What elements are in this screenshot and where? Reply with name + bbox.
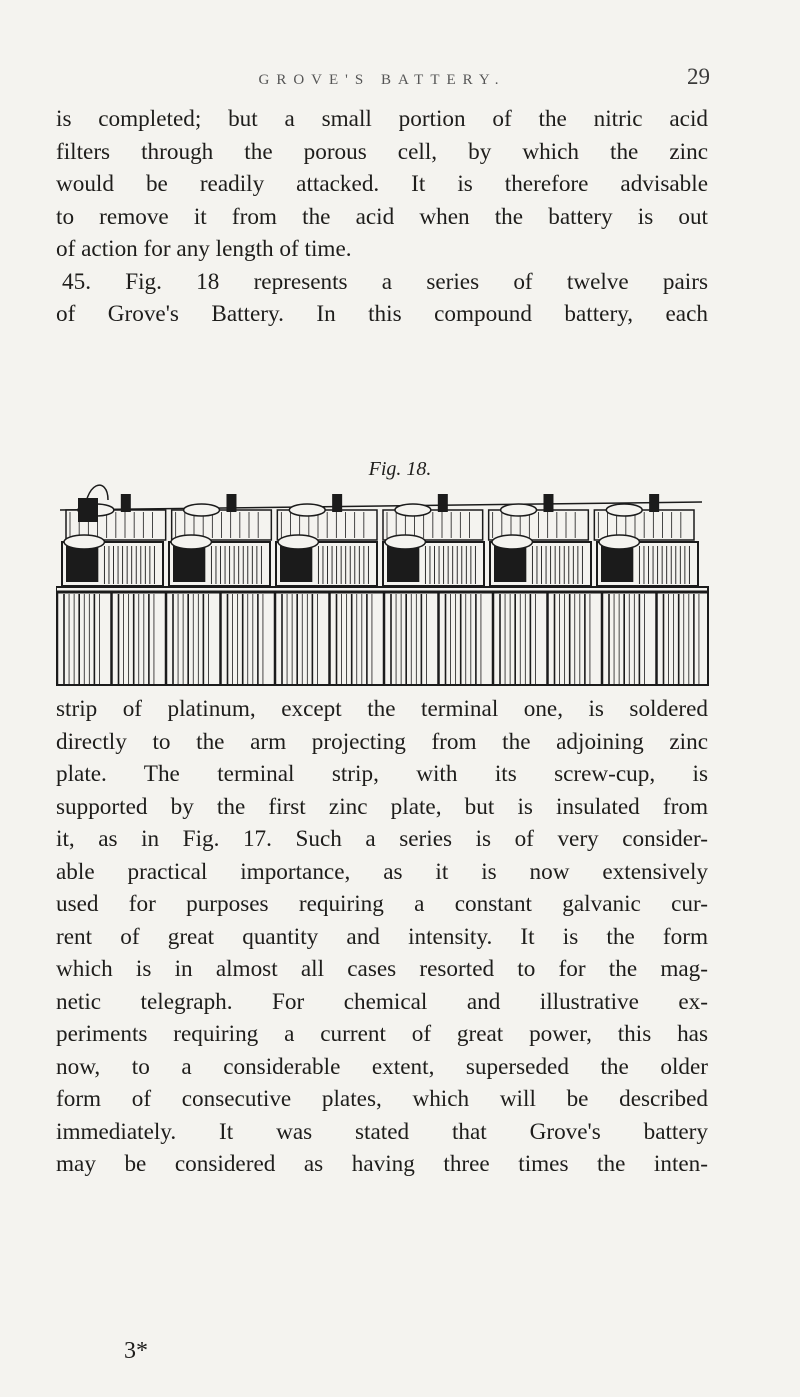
page-number: 29 — [687, 64, 710, 89]
figure-caption: Fig. 18. — [368, 458, 432, 480]
text-line: strip of platinum, except the terminal one, is soldered — [56, 696, 708, 722]
zinc-plate — [601, 546, 633, 582]
text-line: may be considered as having three times the inten- — [56, 1151, 708, 1177]
text-line: used for purposes requiring a constant galvanic cur- — [56, 891, 708, 917]
text-line: now, to a considerable extent, superseded the older — [56, 1053, 708, 1080]
porous-cell-top — [599, 535, 639, 549]
text-line: periments requiring a current of great power, this has — [56, 1021, 708, 1047]
text-line: plate. The terminal strip, with its screw-cup, is — [56, 761, 708, 787]
battery-engraving — [56, 480, 710, 690]
zinc-plate — [494, 546, 526, 582]
zinc-ring — [395, 504, 431, 516]
zinc-ring — [289, 504, 325, 516]
running-title: GROVE'S BATTERY. — [258, 72, 506, 88]
porous-cell-top — [171, 535, 211, 549]
text-line: filters through the porous cell, by which the zinc — [56, 138, 708, 165]
running-head — [54, 64, 710, 94]
text-line: of action for any length of time. — [56, 236, 352, 262]
text-line: form of consecutive plates, which will be described — [56, 1086, 708, 1112]
terminal-post — [226, 494, 236, 512]
terminal-post — [332, 494, 342, 512]
text-line: netic telegraph. For chemical and illustrative ex- — [56, 988, 708, 1015]
text-line: which is in almost all cases resorted to for the mag- — [56, 956, 708, 982]
porous-cell-top — [64, 535, 104, 549]
text-line: directly to the arm projecting from the adjoining zinc — [56, 728, 708, 755]
zinc-ring — [184, 504, 220, 516]
zinc-plate — [173, 546, 205, 582]
text-line: to remove it from the acid when the battery is out — [56, 203, 708, 230]
porous-cell-top — [385, 535, 425, 549]
terminal-post — [438, 494, 448, 512]
text-line: it, as in Fig. 17. Such a series is of very consider- — [56, 826, 708, 852]
zinc-ring — [501, 504, 537, 516]
terminal-post — [543, 494, 553, 512]
screw-cup — [78, 498, 98, 522]
text-line: supported by the first zinc plate, but is insulated from — [56, 793, 708, 820]
paragraph-top — [56, 103, 708, 331]
text-line: immediately. It was stated that Grove's battery — [56, 1118, 708, 1145]
text-line: 45. Fig. 18 represents a series of twelve pairs — [62, 268, 708, 295]
terminal-post — [649, 494, 659, 512]
zinc-plate — [280, 546, 312, 582]
porous-cell-top — [278, 535, 318, 549]
text-line: able practical importance, as it is now extensively — [56, 858, 708, 885]
zinc-ring — [606, 504, 642, 516]
paragraph-bottom — [56, 693, 708, 1181]
porous-cell-top — [492, 535, 532, 549]
back-rail — [60, 502, 702, 510]
zinc-plate — [387, 546, 419, 582]
zinc-plate — [66, 546, 98, 582]
text-line: is completed; but a small portion of the nitric acid — [56, 106, 708, 132]
battery-illustration — [56, 480, 710, 690]
text-line: of Grove's Battery. In this compound battery, each — [56, 301, 708, 327]
terminal-post — [121, 494, 131, 512]
text-line: would be readily attacked. It is therefore advisable — [56, 171, 708, 197]
text-line: rent of great quantity and intensity. It is the form — [56, 923, 708, 950]
signature-mark: 3* — [124, 1338, 148, 1364]
